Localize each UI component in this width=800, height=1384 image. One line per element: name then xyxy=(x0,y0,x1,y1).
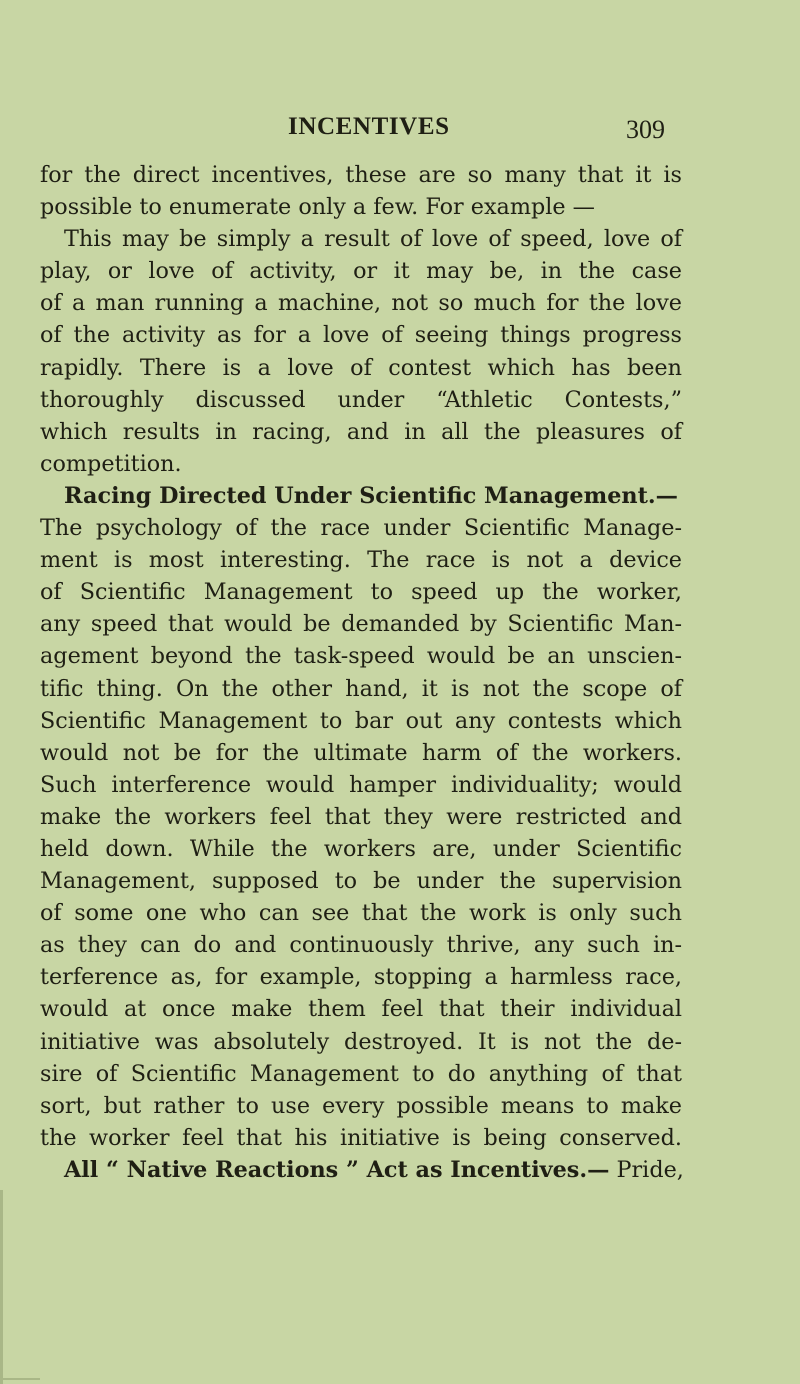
text-line: of the activity as for a love of seeing things progress xyxy=(40,322,682,349)
text-line: Scientific Management to bar out any contests which xyxy=(40,707,682,734)
text-line: any speed that would be demanded by Scientific Man- xyxy=(40,611,682,638)
text-fragment: Pride, xyxy=(609,1156,684,1183)
text-line: This may be simply a result of love of speed, love of xyxy=(64,226,682,253)
text-line: ment is most interesting. The race is not a device xyxy=(40,547,682,574)
text-line: terference as, for example, stopping a harmless race, xyxy=(40,964,682,991)
text-line: tific thing. On the other hand, it is not the scope of xyxy=(40,675,682,702)
text-line: which results in racing, and in all the pleasures of xyxy=(40,418,682,445)
text-line: make the workers feel that they were restricted and xyxy=(40,803,682,830)
text-line: the worker feel that his initiative is being conserved. xyxy=(40,1124,682,1151)
text-line: held down. While the workers are, under Scientific xyxy=(40,835,682,862)
text-line: agement beyond the task-speed would be an unscien- xyxy=(40,643,682,670)
page-header xyxy=(0,112,800,148)
text-line: competition. xyxy=(40,450,182,477)
text-line: The psychology of the race under Scientific Manage- xyxy=(40,515,682,542)
text-line: rapidly. There is a love of contest which has been xyxy=(40,354,682,381)
text-line: initiative was absolutely destroyed. It is not the de- xyxy=(40,1028,682,1055)
text-line: play, or love of activity, or it may be, in the case xyxy=(40,258,682,285)
text-line: of Scientific Management to speed up the worker, xyxy=(40,579,682,606)
text-line: as they can do and continuously thrive, any such in- xyxy=(40,932,682,959)
body-text xyxy=(40,159,682,1186)
text-line: possible to enumerate only a few. For example — xyxy=(40,194,595,221)
text-line: of a man running a machine, not so much for the love xyxy=(40,290,682,317)
text-line: Such interference would hamper individuality; would xyxy=(40,771,682,798)
page-edge-shadow xyxy=(0,1190,3,1384)
running-head: INCENTIVES xyxy=(288,113,450,140)
text-line: of some one who can see that the work is only such xyxy=(40,900,682,927)
text-line: would at once make them feel that their individual xyxy=(40,996,682,1023)
text-line: thoroughly discussed under “Athletic Contests,” xyxy=(40,386,682,413)
text-line: sort, but rather to use every possible means to make xyxy=(40,1092,682,1119)
section-heading-reactions: All “ Native Reactions ” Act as Incentives.— xyxy=(64,1156,610,1183)
text-line: would not be for the ultimate harm of the workers. xyxy=(40,739,682,766)
text-line: Management, supposed to be under the supervision xyxy=(40,868,682,895)
page-number: 309 xyxy=(626,115,665,144)
page-edge-bottom xyxy=(0,1378,40,1380)
text-line: for the direct incentives, these are so many that it is xyxy=(40,162,682,188)
section-heading-reactions-line xyxy=(40,1154,682,1186)
section-heading-racing: Racing Directed Under Scientific Management.— xyxy=(64,482,678,509)
text-line: sire of Scientific Management to do anything of that xyxy=(40,1060,682,1087)
